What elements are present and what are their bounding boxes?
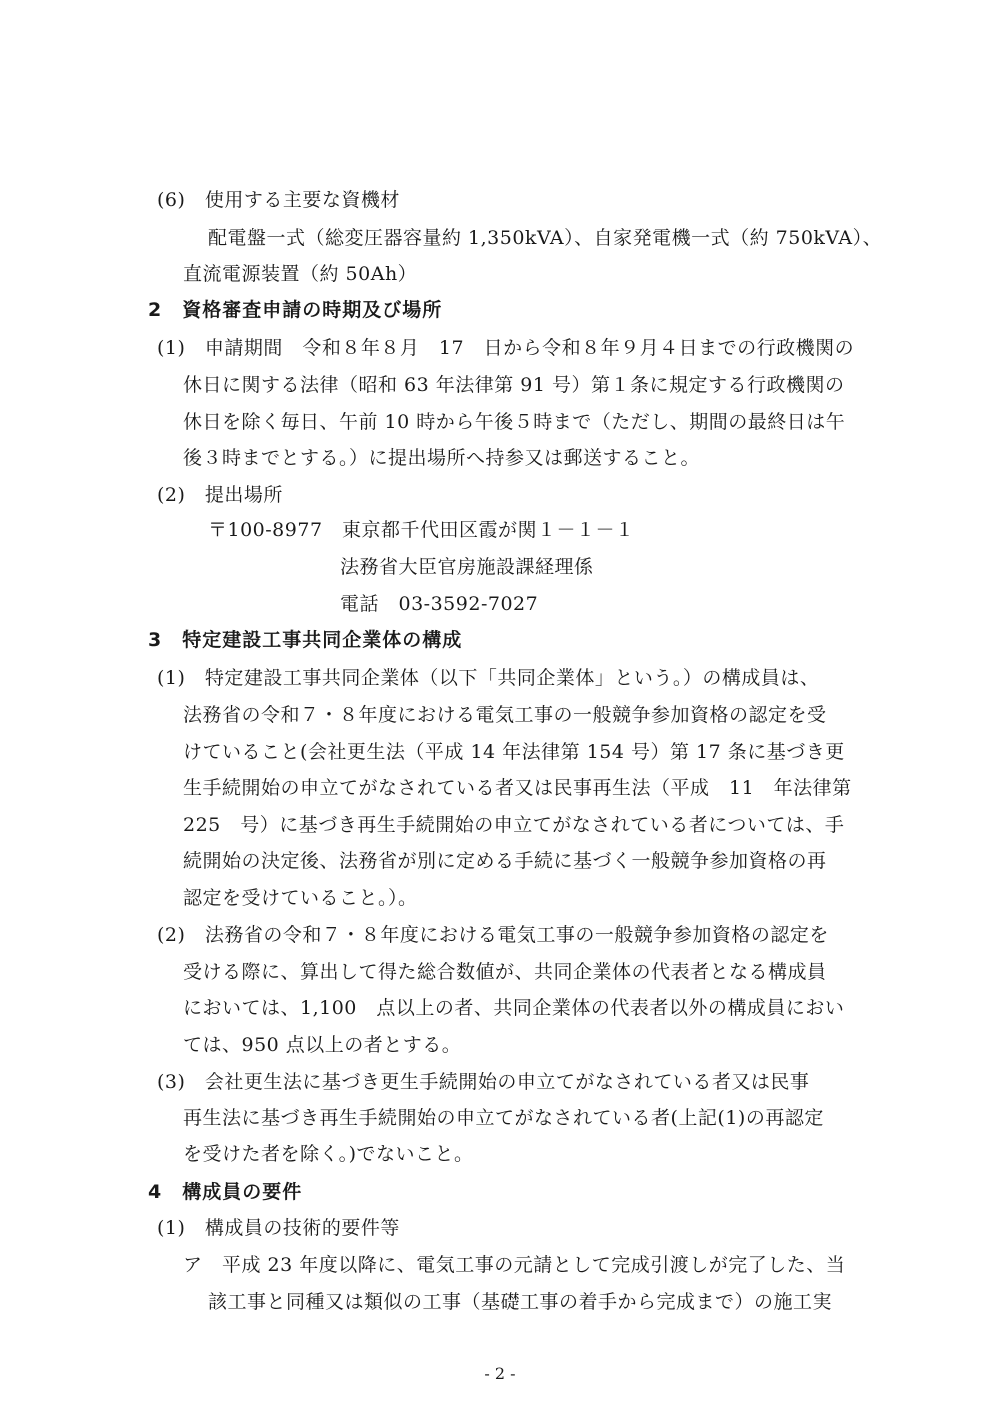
- section-2-2-heading: (2) 提出場所: [157, 484, 283, 506]
- item-6-heading: (6) 使用する主要な資機材: [157, 189, 400, 211]
- office-name: 法務省大臣官房施設課経理係: [340, 556, 594, 578]
- section-2-1-line-4: 後３時までとする。）に提出場所へ持参又は郵送すること。: [183, 447, 701, 469]
- section-2-1-line-3: 休日を除く毎日、午前 10 時から午後５時まで（ただし、期間の最終日は午: [183, 411, 846, 433]
- section-3-1-line-6: 続開始の決定後、法務省が別に定める手続に基づく一般競争参加資格の再: [183, 850, 827, 872]
- section-2-heading: 2 資格審査申請の時期及び場所: [148, 299, 443, 321]
- section-3-1-line-2: 法務省の令和７・８年度における電気工事の一般競争参加資格の認定を受: [183, 704, 827, 726]
- section-4-1-heading: (1) 構成員の技術的要件等: [157, 1217, 400, 1239]
- section-3-1-line-1: (1) 特定建設工事共同企業体（以下「共同企業体」という。）の構成員は、: [157, 667, 820, 689]
- section-4-heading: 4 構成員の要件: [148, 1181, 303, 1203]
- section-3-3-line-1: (3) 会社更生法に基づき更生手続開始の申立てがなされている者又は民事: [157, 1071, 810, 1093]
- section-3-3-line-3: を受けた者を除く。)でないこと。: [183, 1143, 474, 1165]
- section-2-1-line-1: (1) 申請期間 令和８年８月 17 日から令和８年９月４日までの行政機関の: [157, 337, 855, 359]
- page-number: - 2 -: [484, 1364, 516, 1383]
- section-3-2-line-3: においては、1,100 点以上の者、共同企業体の代表者以外の構成員におい: [183, 997, 845, 1019]
- section-3-heading: 3 特定建設工事共同企業体の構成: [148, 629, 463, 651]
- item-6-body-cont: 直流電源装置（約 50Ah）: [183, 263, 418, 285]
- section-4-1-a-line-1: ア 平成 23 年度以降に、電気工事の元請として完成引渡しが完了した、当: [183, 1254, 846, 1276]
- section-2-1-line-2: 休日に関する法律（昭和 63 年法律第 91 号）第１条に規定する行政機関の: [183, 374, 845, 396]
- item-6-body: 配電盤一式（総変圧器容量約 1,350kVA）、自家発電機一式（約 750kVA）、: [208, 227, 883, 249]
- postal-address: 〒100-8977 東京都千代田区霞が関１－１－１: [208, 519, 635, 541]
- section-3-3-line-2: 再生法に基づき再生手続開始の申立てがなされている者(上記(1)の再認定: [183, 1107, 824, 1129]
- section-3-1-line-3: けていること(会社更生法（平成 14 年法律第 154 号）第 17 条に基づき更: [183, 741, 845, 763]
- section-3-2-line-2: 受ける際に、算出して得た総合数値が、共同企業体の代表者となる構成員: [183, 961, 827, 983]
- section-3-2-line-4: ては、950 点以上の者とする。: [183, 1034, 462, 1056]
- section-3-1-line-7: 認定を受けていること。）。: [183, 887, 418, 909]
- section-3-1-line-4: 生手続開始の申立てがなされている者又は民事再生法（平成 11 年法律第: [183, 777, 852, 799]
- section-3-1-line-5: 225 号）に基づき再生手続開始の申立てがなされている者については、手: [183, 814, 845, 836]
- phone-number: 電話 03-3592-7027: [340, 593, 539, 615]
- section-3-2-line-1: (2) 法務省の令和７・８年度における電気工事の一般競争参加資格の認定を: [157, 924, 829, 946]
- section-4-1-a-line-2: 該工事と同種又は類似の工事（基礎工事の着手から完成まで）の施工実: [208, 1291, 833, 1313]
